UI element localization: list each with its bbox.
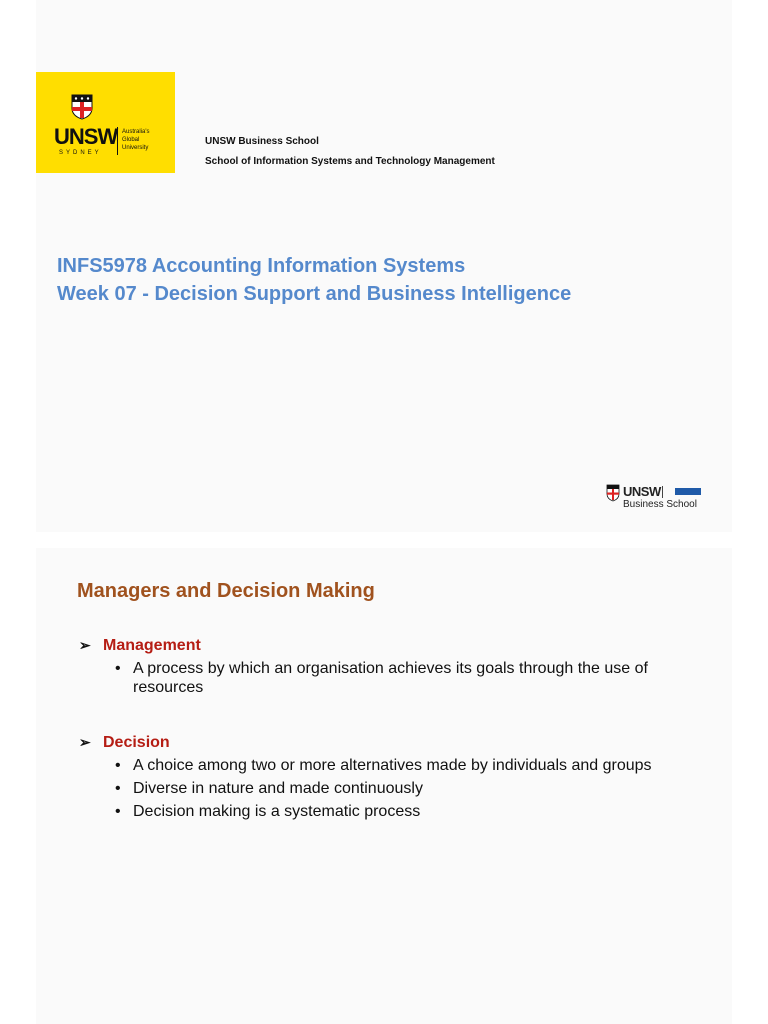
- tagline-line: Australia's: [122, 129, 150, 135]
- bullet-item: [77, 659, 693, 697]
- bullet-text: A choice among two or more alternatives made by individuals and groups: [133, 757, 652, 774]
- course-title-line: INFS5978 Accounting Information Systems: [57, 255, 466, 277]
- crest-icon: [606, 484, 620, 502]
- bullet-text: A process by which an organisation achieves its goals through the use of resources: [133, 660, 648, 696]
- point-heading: [77, 734, 693, 752]
- course-title-line: Week 07 - Decision Support and Business Intelligence: [57, 283, 572, 305]
- list-item: [77, 637, 693, 697]
- business-school-logo: [606, 484, 706, 512]
- slide-content: [36, 548, 732, 1024]
- slide-title: [36, 0, 732, 532]
- point-heading: [77, 637, 693, 655]
- logo-tagline: [122, 128, 172, 152]
- point-heading-text: Decision: [103, 734, 170, 751]
- point-heading-text: Management: [103, 637, 201, 654]
- bullet-icon: •: [115, 803, 121, 820]
- logo-wordmark: UNSW: [54, 124, 118, 149]
- bullet-icon: •: [115, 780, 121, 797]
- slide-title: Managers and Decision Making: [77, 580, 375, 602]
- footer-logo-school: Business School: [623, 499, 697, 510]
- tagline-line: University: [122, 145, 149, 151]
- bullet-text: Decision making is a systematic process: [133, 803, 421, 820]
- crest-icon: [71, 94, 93, 120]
- bullet-item: [77, 802, 693, 821]
- school-name: UNSW Business School: [205, 136, 319, 147]
- arrow-right-icon: ➢: [79, 637, 91, 653]
- footer-logo-divider: [662, 486, 663, 498]
- bullet-icon: •: [115, 757, 121, 774]
- list-item: [77, 734, 693, 821]
- arrow-right-icon: ➢: [79, 734, 91, 750]
- bullet-item: [77, 779, 693, 798]
- logo-location: SYDNEY: [59, 150, 102, 156]
- bullet-icon: •: [115, 660, 121, 677]
- bullet-item: [77, 756, 693, 775]
- bullet-text: Diverse in nature and made continuously: [133, 780, 423, 797]
- footer-logo-wordmark: UNSW: [623, 484, 661, 499]
- logo-divider: [117, 127, 118, 155]
- course-title: [57, 252, 571, 308]
- tagline-line: Global: [122, 137, 140, 143]
- badge-icon: [675, 488, 701, 495]
- unsw-logo: [36, 72, 175, 173]
- department-name: School of Information Systems and Technology Management: [205, 156, 495, 167]
